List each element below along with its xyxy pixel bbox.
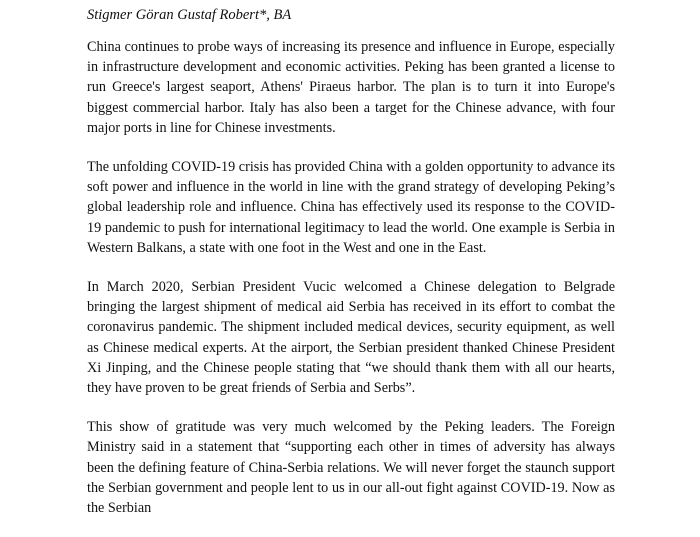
paragraph-peking-gratitude: This show of gratitude was very much welcomed by the Peking leaders. The Foreign Ministry said in a statement that “supporting each other in times of adversity has always been the defining feature of China-Serbia relations. We will never forget the staunch support the Serbian government and people lent to us in our all-out fight against COVID-19. Now as the Serbian: [87, 419, 615, 517]
author-line: Stigmer Göran Gustaf Robert*, BA: [87, 7, 292, 23]
paragraph-covid-soft-power: The unfolding COVID-19 crisis has provided China with a golden opportunity to advance its soft power and influence in the world in line with the grand strategy of developing Peking’s global leadership role and influence. China has effectively used its response to the COVID-19 pandemic to push for international legitimacy to lead the world. One example is Serbia in Western Balkans, a state with one foot in the West and one in the East.: [87, 159, 615, 256]
paragraph-serbia-aid: In March 2020, Serbian President Vucic welcomed a Chinese delegation to Belgrade bringing the largest shipment of medical aid Serbia has received in its effort to combat the coronavirus pandemic. The shipment included medical devices, security equipment, as well as Chinese medical experts. At the airport, the Serbian president thanked Chinese President Xi Jinping, and the Chinese people stating that “we should thank them with all our hearts, they have proven to be great friends of Serbia and Serbs”.: [87, 279, 615, 397]
paragraph-china-europe: China continues to probe ways of increasing its presence and influence in Europe, especially in infrastructure development and economic activities. Peking has been granted a license to run Greece's largest seaport, Athens' Piraeus harbor. The plan is to turn it into Europe's biggest commercial harbor. Italy has also been a target for the Chinese advance, with four major ports in line for Chinese investments.: [87, 39, 615, 136]
document-page: [87, 6, 615, 537]
